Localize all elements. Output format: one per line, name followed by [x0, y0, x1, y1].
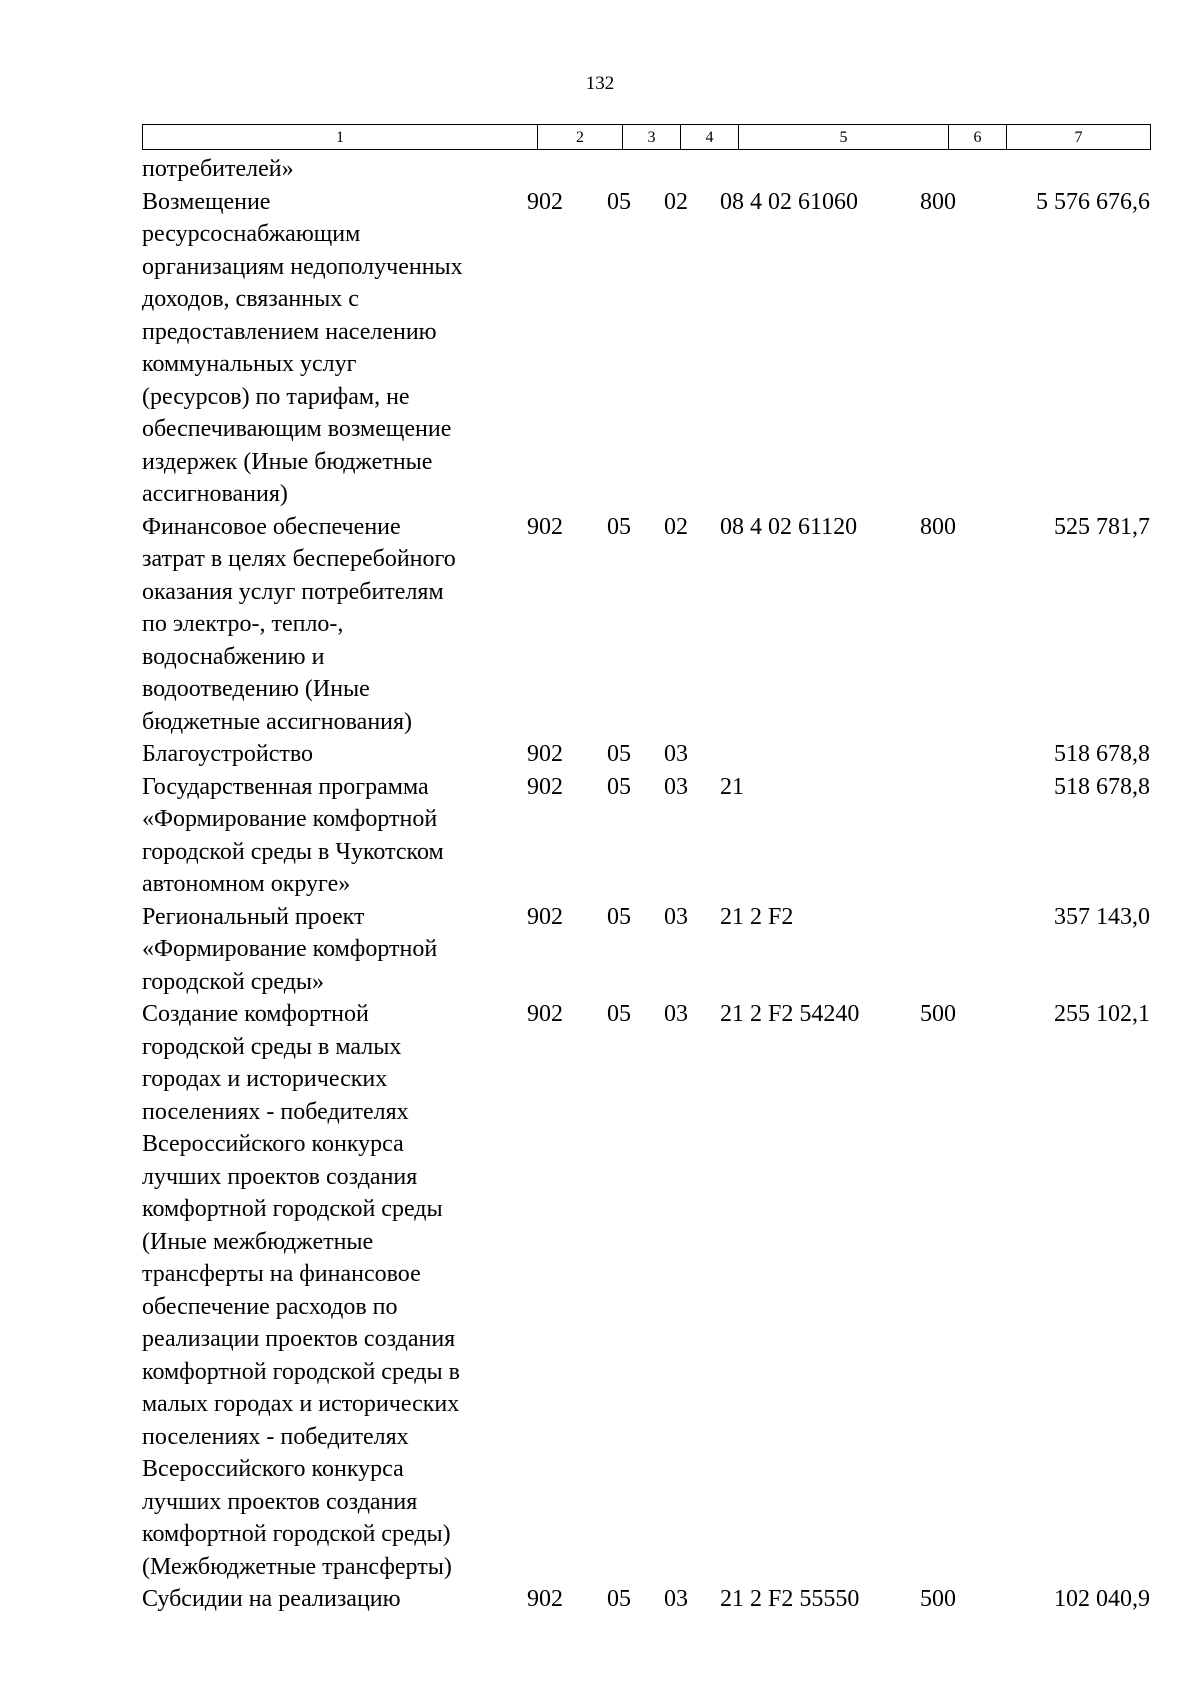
description-line: лучших проектов создания	[142, 1163, 418, 1190]
description-line: организациям недополученных	[142, 253, 463, 280]
row-target-item-code	[720, 153, 920, 186]
description-line: реализации проектов создания	[142, 1326, 456, 1352]
row-subsection-code: 03	[664, 1001, 688, 1027]
description-line: водоснабжению и	[142, 643, 325, 670]
description-line: Всероссийского конкурса	[142, 1131, 404, 1157]
description-line: обеспечивающим возмещение	[142, 416, 452, 442]
description-line: затрат в целях бесперебойного	[142, 546, 456, 572]
table-row	[142, 1583, 1150, 1616]
table-row	[142, 901, 1150, 999]
row-description	[142, 1583, 527, 1616]
description-line: «Формирование комфортной	[142, 936, 438, 962]
description-line: Государственная программа	[142, 773, 429, 800]
row-description	[142, 738, 527, 771]
row-chapter-code: 902	[527, 1586, 563, 1612]
description-line: трансферты на финансовое	[142, 1261, 421, 1287]
row-description	[142, 511, 527, 739]
row-amount	[992, 153, 1150, 186]
description-line: ассигнования)	[142, 481, 288, 507]
description-line: оказания услуг потребителям	[142, 578, 444, 605]
description-line: городской среды в малых	[142, 1033, 402, 1060]
row-section-code: 05	[607, 513, 631, 540]
row-description	[142, 901, 527, 999]
description-line: городской среды»	[142, 968, 325, 995]
description-line: коммунальных услуг	[142, 351, 357, 377]
description-line: предоставлением населению	[142, 318, 437, 345]
row-section-code: 05	[607, 1001, 631, 1027]
description-line: Региональный проект	[142, 903, 365, 930]
header-col-4: 4	[681, 125, 739, 150]
header-col-1: 1	[143, 125, 538, 150]
row-target-item-code: 21 2 F2 54240	[720, 1001, 860, 1027]
header-col-6: 6	[949, 125, 1007, 150]
description-line: Создание комфортной	[142, 1001, 369, 1027]
description-line: Благоустройство	[142, 741, 314, 767]
row-amount: 525 781,7	[1054, 513, 1150, 540]
column-number-header	[142, 124, 1151, 150]
description-line: городской среды в Чукотском	[142, 838, 444, 865]
description-line: Возмещение	[142, 188, 271, 215]
row-section-code: 05	[607, 903, 631, 930]
description-line: малых городах и исторических	[142, 1391, 460, 1417]
row-amount: 518 678,8	[1054, 773, 1150, 800]
row-amount: 357 143,0	[1054, 903, 1150, 930]
row-expense-type-code	[920, 901, 992, 999]
row-amount: 102 040,9	[1054, 1586, 1150, 1612]
description-line: Финансовое обеспечение	[142, 513, 401, 540]
row-chapter-code: 902	[527, 188, 563, 215]
description-line: водоотведению (Иные	[142, 676, 370, 702]
header-col-7: 7	[1007, 125, 1151, 150]
row-target-item-code: 08 4 02 61060	[720, 188, 858, 215]
description-line: поселениях - победителях	[142, 1423, 409, 1450]
description-line: по электро-, тепло-,	[142, 611, 344, 637]
row-subsection-code: 03	[664, 741, 688, 767]
row-subsection-code: 03	[664, 773, 688, 800]
header-col-3: 3	[623, 125, 681, 150]
description-line: издержек (Иные бюджетные	[142, 448, 433, 475]
description-line: Всероссийского конкурса	[142, 1456, 404, 1482]
description-line: лучших проектов создания	[142, 1488, 418, 1515]
row-target-item-code: 21	[720, 773, 744, 800]
description-line: ресурсоснабжающим	[142, 221, 361, 247]
page-number: 132	[585, 73, 615, 94]
description-line: потребителей»	[142, 156, 294, 182]
row-target-item-code	[720, 738, 920, 771]
description-line: поселениях - победителях	[142, 1098, 409, 1125]
row-chapter-code: 902	[527, 741, 563, 767]
description-line: обеспечение расходов по	[142, 1293, 398, 1320]
description-line: комфортной городской среды	[142, 1196, 443, 1222]
header-col-2: 2	[538, 125, 623, 150]
table-row	[142, 738, 1150, 771]
row-subsection-code: 02	[664, 188, 688, 215]
row-description	[142, 153, 527, 186]
description-line: «Формирование комфортной	[142, 806, 438, 832]
row-chapter-code: 902	[527, 773, 563, 800]
row-subsection-code: 03	[664, 1586, 688, 1612]
row-subsection-code: 03	[664, 903, 688, 930]
description-line: (Иные межбюджетные	[142, 1228, 374, 1255]
row-expense-type-code: 800	[920, 513, 956, 540]
row-expense-type-code: 500	[920, 1586, 956, 1612]
row-target-item-code: 21 2 F2	[720, 903, 794, 930]
row-target-item-code: 21 2 F2 55550	[720, 1586, 860, 1612]
row-chapter-code: 902	[527, 513, 563, 540]
row-chapter-code	[527, 153, 607, 186]
row-chapter-code: 902	[527, 903, 563, 930]
row-description	[142, 186, 527, 511]
row-description	[142, 771, 527, 901]
description-line: комфортной городской среды)	[142, 1521, 451, 1547]
description-line: комфортной городской среды в	[142, 1358, 460, 1385]
budget-rows	[142, 153, 1150, 1616]
row-target-item-code: 08 4 02 61120	[720, 513, 858, 540]
row-amount: 518 678,8	[1054, 741, 1150, 767]
row-amount: 5 576 676,6	[1036, 188, 1150, 215]
row-subsection-code: 02	[664, 513, 688, 540]
row-expense-type-code	[920, 771, 992, 901]
row-section-code: 05	[607, 773, 631, 800]
description-line: городах и исторических	[142, 1066, 388, 1092]
description-line: (Межбюджетные трансферты)	[142, 1553, 452, 1580]
row-expense-type-code: 500	[920, 1001, 956, 1027]
row-section-code: 05	[607, 188, 631, 215]
row-expense-type-code	[920, 153, 992, 186]
table-row	[142, 153, 1150, 186]
description-line: доходов, связанных с	[142, 286, 359, 312]
row-section-code	[607, 153, 664, 186]
row-chapter-code: 902	[527, 1001, 563, 1027]
row-expense-type-code: 800	[920, 188, 956, 215]
table-row	[142, 998, 1150, 1583]
table-row	[142, 511, 1150, 739]
description-line: Субсидии на реализацию	[142, 1586, 401, 1612]
row-expense-type-code	[920, 738, 992, 771]
row-section-code: 05	[607, 1586, 631, 1612]
table-row	[142, 771, 1150, 901]
row-section-code: 05	[607, 741, 631, 767]
table-row	[142, 186, 1150, 511]
header-col-5: 5	[739, 125, 949, 150]
row-subsection-code	[664, 153, 720, 186]
row-amount: 255 102,1	[1054, 1001, 1150, 1027]
row-description	[142, 998, 527, 1583]
description-line: бюджетные ассигнования)	[142, 708, 413, 735]
description-line: (ресурсов) по тарифам, не	[142, 383, 410, 410]
description-line: автономном округе»	[142, 871, 351, 897]
